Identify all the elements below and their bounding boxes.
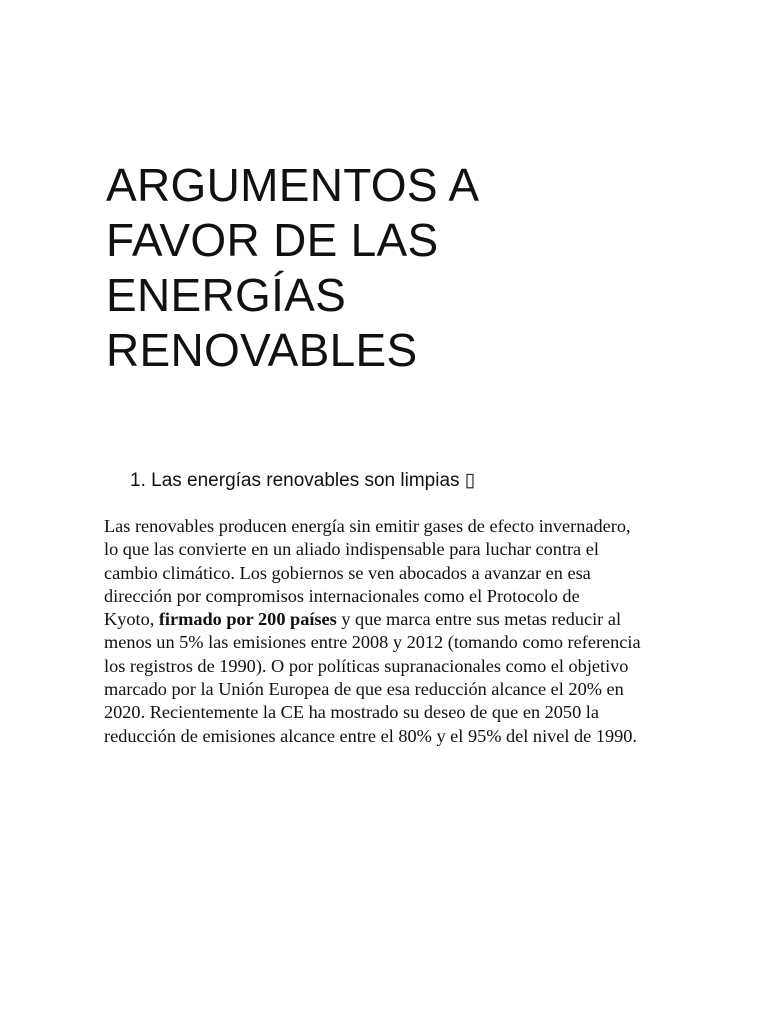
section-heading: 1. Las energías renovables son limpias ▯ xyxy=(130,470,476,491)
paragraph-line: marcado por la Unión Europea de que esa reducción alcance el 20% en xyxy=(104,679,624,700)
paragraph-line: 2020. Recientemente la CE ha mostrado su deseo de que en 2050 la xyxy=(104,702,599,723)
paragraph-line xyxy=(104,608,641,631)
paragraph-line: lo que las convierte en un aliado indispensable para luchar contra el xyxy=(104,539,599,560)
paragraph-line: cambio climático. Los gobiernos se ven abocados a avanzar en esa xyxy=(104,562,591,583)
line-text: y que marca entre sus metas reducir al xyxy=(336,609,622,630)
body-paragraph xyxy=(104,515,641,748)
paragraph-line: los registros de 1990). O por políticas supranacionales como el objetivo xyxy=(104,655,629,676)
title-line: FAVOR DE LAS xyxy=(106,214,439,266)
paragraph-line: dirección por compromisos internacionales como el Protocolo de xyxy=(104,585,580,606)
bold-emphasis: firmado por 200 países xyxy=(158,609,337,630)
line-text: Kyoto, xyxy=(104,609,159,630)
title-line: RENOVABLES xyxy=(106,324,418,376)
paragraph-line: menos un 5% las emisiones entre 2008 y 2012 (tomando como referencia xyxy=(104,632,641,653)
document-title xyxy=(106,158,479,378)
paragraph-line: Las renovables producen energía sin emitir gases de efecto invernadero, xyxy=(104,516,631,536)
title-line: ENERGÍAS xyxy=(106,269,347,321)
paragraph-line: reducción de emisiones alcance entre el 80% y el 95% del nivel de 1990. xyxy=(104,725,638,746)
title-line: ARGUMENTOS A xyxy=(106,159,480,211)
